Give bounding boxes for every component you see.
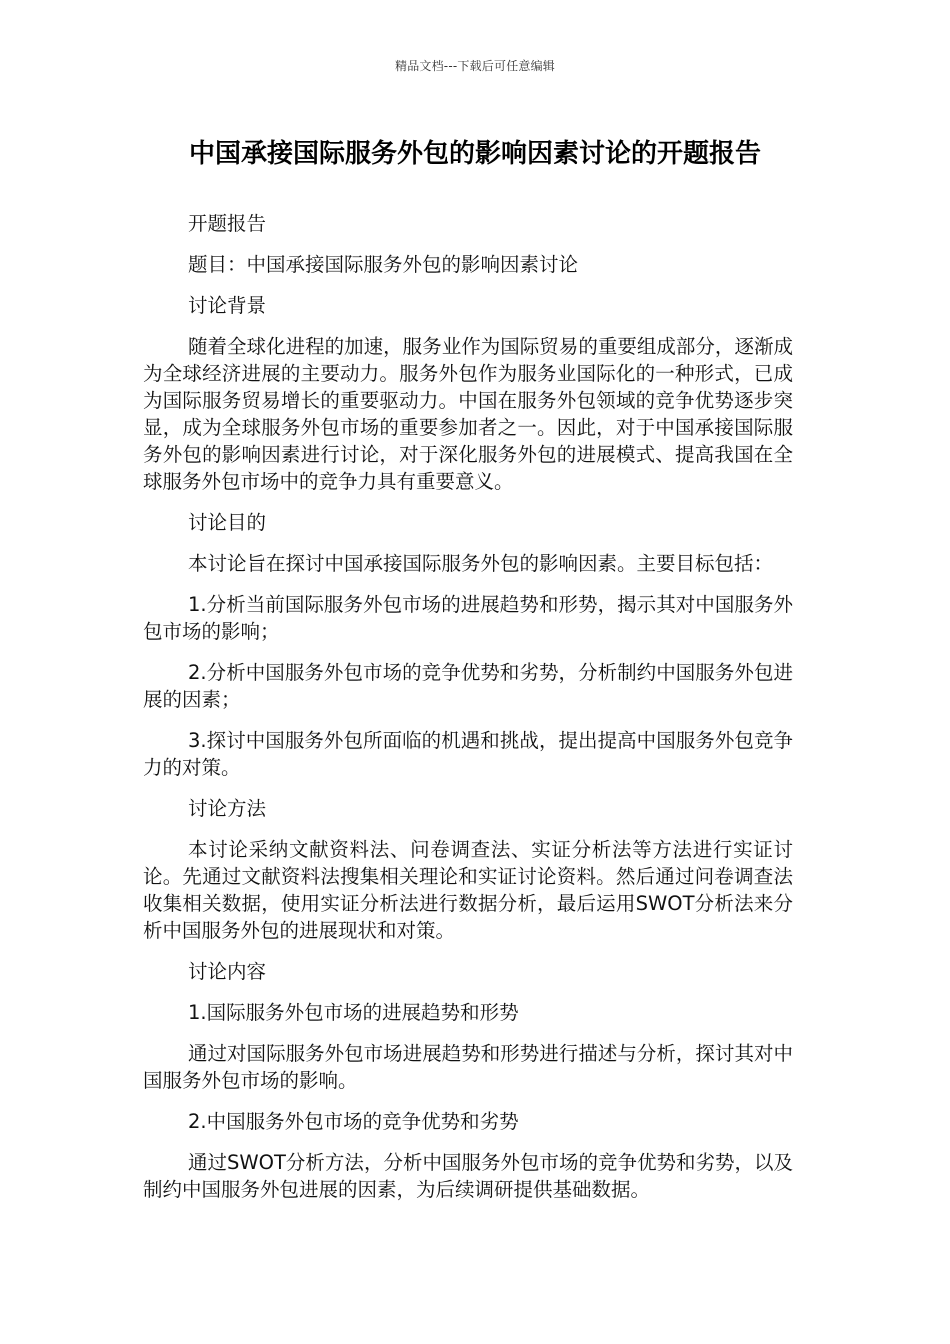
content-item-2-body: 通过SWOT分析方法，分析中国服务外包市场的竞争优势和劣势，以及制约中国服务外包进展的因素，为后续调研提供基础数据。	[143, 1151, 793, 1201]
section-heading-content: 讨论内容	[188, 960, 267, 983]
content-item-1-body: 通过对国际服务外包市场进展趋势和形势进行描述与分析，探讨其对中国服务外包市场的影响。	[143, 1042, 793, 1092]
document-body	[143, 210, 793, 1217]
content-item-2-title: 2.中国服务外包市场的竞争优势和劣势	[188, 1110, 519, 1133]
purpose-item-3: 3.探讨中国服务外包所面临的机遇和挑战，提出提高中国服务外包竞争力的对策。	[143, 729, 793, 779]
section-label: 开题报告	[188, 212, 267, 235]
document-title: 中国承接国际服务外包的影响因素讨论的开题报告	[188, 139, 761, 169]
background-paragraph: 随着全球化进程的加速，服务业作为国际贸易的重要组成部分，逐渐成为全球经济进展的主要动力。服务外包作为服务业国际化的一种形式，已成为国际服务贸易增长的重要驱动力。中国在服务外包领域的竞争优势逐步突显，成为全球服务外包市场的重要参加者之一。因此，对于中国承接国际服务外包的影响因素进行讨论，对于深化服务外包的进展模式、提高我国在全球服务外包市场中的竞争力具有重要意义。	[143, 335, 793, 493]
purpose-item-1: 1.分析当前国际服务外包市场的进展趋势和形势，揭示其对中国服务外包市场的影响；	[143, 593, 793, 643]
content-item-1-title: 1.国际服务外包市场的进展趋势和形势	[188, 1001, 519, 1024]
purpose-intro: 本讨论旨在探讨中国承接国际服务外包的影响因素。主要目标包括：	[188, 552, 774, 575]
method-paragraph: 本讨论采纳文献资料法、问卷调查法、实证分析法等方法进行实证讨论。先通过文献资料法搜集相关理论和实证讨论资料。然后通过问卷调查法收集相关数据，使用实证分析法进行数据分析，最后运用SWOT分析法来分析中国服务外包的进展现状和对策。	[143, 838, 793, 942]
header-note: 精品文档---下载后可任意编辑	[395, 59, 555, 73]
purpose-item-2: 2.分析中国服务外包市场的竞争优势和劣势，分析制约中国服务外包进展的因素；	[143, 661, 793, 711]
section-heading-background: 讨论背景	[188, 294, 267, 317]
section-heading-method: 讨论方法	[188, 797, 267, 820]
topic-line: 题目：中国承接国际服务外包的影响因素讨论	[188, 253, 579, 276]
section-heading-purpose: 讨论目的	[188, 511, 267, 534]
